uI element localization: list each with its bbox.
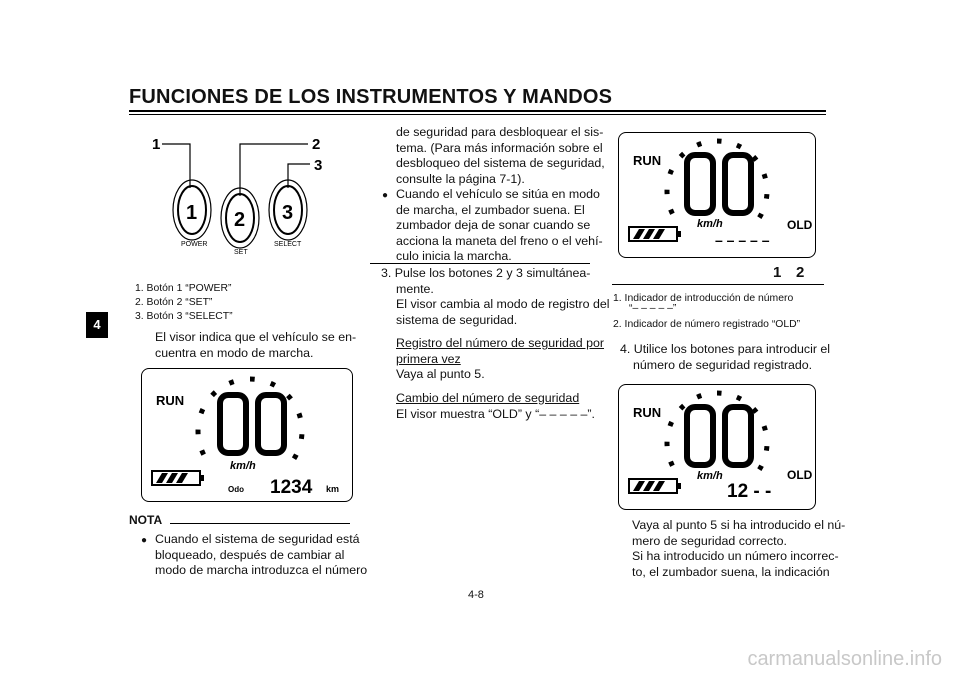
old-indicator: OLD	[787, 218, 813, 232]
battery-bar	[166, 473, 178, 483]
nota-bullet-1	[155, 532, 367, 579]
odo-value: 1234	[270, 477, 313, 498]
power-button	[173, 180, 211, 248]
text-line: zumbador deja de sonar cuando se	[396, 218, 591, 233]
text-line: bloqueado, después de cambiar al	[155, 547, 345, 562]
speed-arc-segment	[202, 450, 204, 454]
callout-1: 1	[773, 264, 782, 281]
bullet-line: ● Cuando el sistema de seguridad está	[155, 532, 367, 548]
text-line: 3. Pulse los botones 2 y 3 simultánea-	[381, 266, 591, 280]
section-heading: primera vez	[396, 351, 461, 366]
speed-arc-segment	[229, 382, 233, 384]
text-line: desbloqueo del sistema de seguridad,	[396, 156, 605, 171]
header-rule-thin	[129, 114, 826, 115]
section-heading: Cambio del número de seguridad	[396, 391, 580, 405]
run-indicator: RUN	[633, 405, 662, 420]
button-label-set: SET	[234, 249, 248, 256]
text-line: de marcha, el zumbador suena. El	[396, 202, 585, 217]
battery-tip	[677, 483, 681, 489]
nota-continuation	[396, 125, 605, 187]
speed-arc-segment	[670, 422, 672, 426]
speed-arc-segment	[271, 383, 275, 385]
text-line: El visor muestra “OLD” y “– – – – –”.	[396, 406, 595, 421]
speed-arc-segment	[681, 154, 684, 157]
text-line: tema. (Para más información sobre el	[396, 140, 603, 155]
page-number: 4-8	[468, 589, 484, 601]
speed-unit: km/h	[697, 218, 723, 230]
old-indicator: OLD	[787, 468, 813, 482]
speed-arc-segment	[294, 455, 296, 459]
speed-arc-segment	[697, 396, 701, 398]
lcd-graphic	[619, 133, 815, 257]
speed-arc-segment	[737, 397, 741, 399]
run-indicator: RUN	[633, 153, 662, 168]
caption-button-2: 2. Botón 2 “SET”	[135, 297, 213, 308]
speed-arc-segment	[764, 174, 765, 178]
text-line: consulte la página 7-1).	[396, 171, 525, 186]
section-heading: Registro del número de seguridad por	[396, 336, 605, 350]
odo-unit: km	[326, 484, 340, 494]
speed-arc-segment	[737, 145, 741, 147]
lcd-display-run-odo	[141, 368, 353, 502]
callout-2: 2	[312, 136, 321, 153]
battery-bar	[653, 481, 665, 491]
text-line: Vaya al punto 5 si ha introducido el nú-	[632, 518, 846, 532]
text-line: 4. Utilice los botones para introducir el	[620, 342, 831, 356]
run-indicator: RUN	[156, 393, 185, 408]
text-line: mero de seguridad correcto.	[632, 533, 787, 548]
button-number-1: 1	[186, 202, 198, 224]
set-button	[221, 188, 259, 256]
speed-arc-segment	[671, 462, 673, 466]
lcd-display-entry	[618, 384, 816, 510]
text-line: número de seguridad registrado.	[633, 357, 813, 372]
first-registration-section	[396, 336, 604, 383]
speed-arc-segment	[299, 413, 300, 417]
bullet-line: ● Cuando el vehículo se sitúa en modo	[396, 187, 603, 203]
figure1-captions	[135, 282, 233, 324]
nota-bullet-2	[396, 187, 603, 265]
text-line: Vaya al punto 5.	[396, 367, 485, 382]
callout-3: 3	[314, 157, 323, 174]
select-button	[269, 180, 307, 248]
buttons-figure	[140, 132, 330, 258]
battery-tip	[200, 475, 204, 481]
button-label-select: SELECT	[274, 241, 302, 248]
figure-rule	[612, 284, 824, 285]
speed-arc-segment	[753, 157, 756, 160]
number-entry: 12 - -	[727, 481, 772, 502]
battery-bar	[633, 229, 645, 239]
button-label-power: POWER	[181, 241, 208, 248]
battery-bar	[643, 481, 655, 491]
caption-line: 2. Indicador de número registrado “OLD”	[613, 319, 801, 330]
number-entry-dashes: – – – – –	[715, 232, 770, 248]
lcd-graphic	[619, 385, 815, 509]
step-3	[381, 266, 590, 297]
odo-label: Odo	[228, 485, 244, 494]
speed-arc-segment	[764, 426, 765, 430]
speed-arc-segment	[288, 395, 291, 399]
text-line: modo de marcha introduzca el número	[155, 563, 368, 578]
text-line: cuentra en modo de marcha.	[155, 345, 314, 360]
speed-arc-segment	[301, 434, 302, 439]
text-line: mente.	[396, 281, 434, 296]
text-line: Si ha introducido un número incorrec-	[632, 549, 839, 564]
battery-tip	[677, 231, 681, 237]
text-line: to, el zumbador suena, la indicación	[632, 564, 830, 579]
battery-bar	[643, 229, 655, 239]
text-line: El visor cambia al modo de registro del	[396, 297, 610, 311]
button-number-2: 2	[234, 209, 246, 231]
change-number-section	[396, 391, 595, 422]
closing-paragraph	[632, 518, 845, 580]
text-line: El visor indica que el vehículo se en-	[155, 330, 357, 344]
watermark: carmanualsonline.info	[747, 648, 942, 670]
speed-arc-segment	[759, 466, 761, 470]
page-title: FUNCIONES DE LOS INSTRUMENTOS Y MANDOS	[129, 86, 613, 108]
lcd-display-old	[618, 132, 816, 258]
nota-end-rule	[370, 263, 590, 264]
caption-button-1: 1. Botón 1 “POWER”	[135, 283, 232, 294]
text-line: sistema de seguridad.	[396, 312, 518, 327]
speed-arc-segment	[697, 144, 701, 146]
speed-arc-segment	[753, 409, 756, 412]
speed-unit: km/h	[697, 470, 723, 482]
callout-2: 2	[796, 264, 805, 281]
figure2-captions	[613, 292, 800, 332]
chapter-tab: 4	[86, 312, 108, 338]
speed-arc-segment	[759, 214, 761, 218]
speed-arc-segment	[212, 392, 215, 395]
lcd-graphic	[142, 369, 352, 501]
callout-1: 1	[152, 136, 161, 153]
header-rule	[129, 110, 826, 112]
speed-arc-segment	[681, 406, 684, 409]
nota-rule	[170, 523, 350, 524]
caption-line: “– – – – –”	[629, 303, 677, 314]
step-3-text	[396, 297, 610, 328]
speed-arc-segment	[670, 170, 672, 174]
battery-bar	[156, 473, 168, 483]
button-number-3: 3	[282, 202, 294, 224]
nota-title: NOTA	[129, 513, 163, 527]
battery-bar	[653, 229, 665, 239]
caption-line: 1. Indicador de introducción de número	[613, 293, 794, 304]
speed-arc-segment	[201, 409, 203, 413]
mode-paragraph	[155, 330, 356, 361]
caption-button-3: 3. Botón 3 “SELECT”	[135, 311, 233, 322]
text-line: culo inicia la marcha.	[396, 249, 512, 264]
text-line: acciona la maneta del freno o el vehí-	[396, 233, 603, 248]
battery-bar	[633, 481, 645, 491]
text-line: de seguridad para desbloquear el sis-	[396, 125, 604, 139]
battery-bar	[176, 473, 188, 483]
speed-arc-segment	[671, 210, 673, 214]
step-4	[620, 342, 830, 373]
speed-unit: km/h	[230, 460, 256, 472]
